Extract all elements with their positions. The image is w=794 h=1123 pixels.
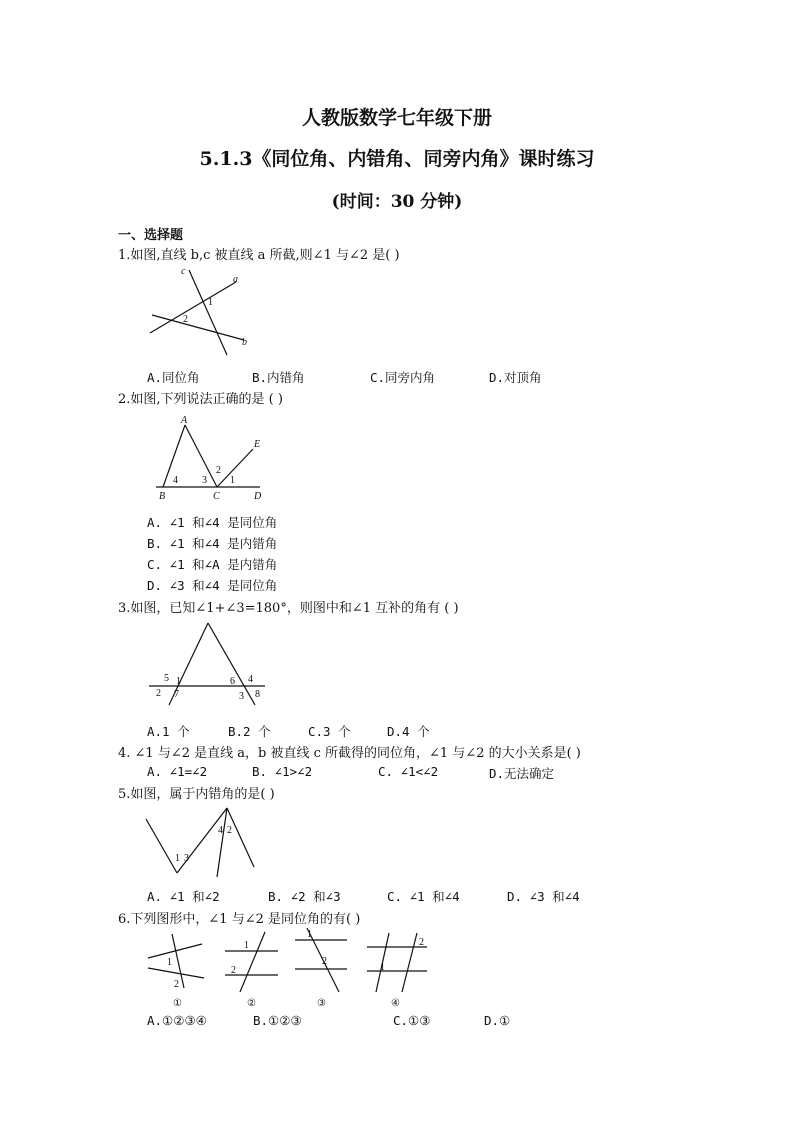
q5-label-3: 3	[184, 853, 189, 864]
q6-fig2-label-2: 2	[231, 965, 236, 976]
question-3-figure	[145, 618, 270, 708]
question-5-option-c[interactable]: C. ∠1 和∠4	[387, 889, 460, 904]
question-6-option-b[interactable]: B.①②③	[253, 1013, 302, 1028]
question-4-option-b[interactable]: B. ∠1>∠2	[252, 764, 313, 779]
question-3-option-b[interactable]: B.2 个	[228, 724, 271, 739]
question-4-option-a[interactable]: A. ∠1=∠2	[147, 764, 208, 779]
question-5-stem: 5.如图，属于内错角的是( )	[118, 787, 275, 802]
q3-label-5: 5	[164, 673, 169, 684]
question-6-stem: 6.下列图形中，∠1 与∠2 是同位角的有( )	[118, 912, 361, 927]
q1-label-c: c	[181, 266, 186, 277]
question-4-option-c[interactable]: C. ∠1<∠2	[378, 764, 439, 779]
question-5-option-d[interactable]: D. ∠3 和∠4	[507, 889, 580, 904]
q1-label-1: 1	[208, 297, 213, 308]
q2-line-ac	[185, 425, 217, 487]
q6-figure-4	[367, 933, 427, 1009]
question-6-figure	[140, 926, 440, 1012]
question-3-stem: 3.如图，已知∠1+∠3=180°，则图中和∠1 互补的角有 ( )	[118, 601, 459, 616]
question-5-option-b[interactable]: B. ∠2 和∠3	[268, 889, 341, 904]
q5-line-1	[146, 819, 177, 873]
question-1-option-d[interactable]: D.对顶角	[489, 370, 542, 385]
q6-fig1-caption: ①	[173, 998, 182, 1009]
question-6-option-c[interactable]: C.①③	[393, 1013, 431, 1028]
question-2-option-b[interactable]: B. ∠1 和∠4 是内错角	[147, 536, 278, 551]
q3-label-7: 7	[174, 689, 179, 700]
q5-label-4: 4	[218, 825, 223, 836]
question-2-figure	[150, 412, 270, 502]
question-1-option-b[interactable]: B.内错角	[252, 370, 305, 385]
question-1-option-a[interactable]: A.同位角	[147, 370, 200, 385]
question-2-option-a[interactable]: A. ∠1 和∠4 是同位角	[147, 515, 278, 530]
q2-label-B: B	[159, 491, 166, 502]
q3-label-4: 4	[248, 674, 253, 685]
q2-label-C: C	[213, 491, 220, 502]
doc-title: 人教版数学七年级下册	[301, 107, 492, 129]
q5-line-4	[227, 808, 254, 867]
question-1-option-c[interactable]: C.同旁内角	[370, 370, 436, 385]
question-2-stem: 2.如图,下列说法正确的是 ( )	[118, 392, 283, 407]
q1-line-c	[189, 270, 227, 355]
question-1-stem: 1.如图,直线 b,c 被直线 a 所截,则∠1 与∠2 是( )	[118, 248, 400, 263]
q1-label-a: a	[233, 274, 238, 285]
section-heading: 一、选择题	[118, 228, 184, 243]
q5-label-2: 2	[227, 825, 232, 836]
q2-label-4: 4	[173, 475, 178, 486]
q1-line-b	[152, 315, 244, 340]
q6-fig1-label-2: 2	[174, 979, 179, 990]
q3-label-1: 1	[176, 676, 181, 687]
q6-figure-2	[225, 932, 278, 1009]
q2-label-1: 1	[230, 475, 235, 486]
q6-fig2-label-1: 1	[244, 940, 249, 951]
q3-label-2: 2	[156, 688, 161, 699]
question-2-option-d[interactable]: D. ∠3 和∠4 是同位角	[147, 578, 278, 593]
q1-label-b: b	[242, 337, 247, 348]
q2-line-ce	[217, 449, 253, 487]
q2-label-A: A	[181, 415, 188, 426]
q6-fig1-label-1: 1	[167, 957, 172, 968]
q6-fig2-caption: ②	[247, 998, 256, 1009]
q3-label-6: 6	[230, 676, 235, 687]
q3-line-right	[208, 623, 255, 705]
q6-fig4-caption: ④	[391, 998, 400, 1009]
q3-label-3: 3	[239, 691, 244, 702]
q6-figure-3	[295, 928, 347, 1009]
question-3-option-c[interactable]: C.3 个	[308, 724, 351, 739]
q3-label-8: 8	[255, 689, 260, 700]
question-5-option-a[interactable]: A. ∠1 和∠2	[147, 889, 220, 904]
q6-fig3-label-2: 2	[322, 956, 327, 967]
q1-line-a	[150, 282, 236, 333]
q6-fig3-label-1: 1	[307, 929, 312, 940]
question-4-stem: 4. ∠1 与∠2 是直线 a，b 被直线 c 所截得的同位角，∠1 与∠2 的大小关系是( )	[118, 746, 581, 761]
q5-label-1: 1	[175, 853, 180, 864]
q6-fig4-label-2: 2	[419, 937, 424, 948]
question-1-figure	[140, 265, 270, 360]
q2-label-2: 2	[216, 465, 221, 476]
doc-subtitle: 5.1.3《同位角、内错角、同旁内角》课时练习	[199, 148, 595, 170]
q6-fig4-label-1: 1	[380, 962, 385, 973]
q2-label-E: E	[254, 439, 261, 450]
question-6-option-d[interactable]: D.①	[484, 1013, 511, 1028]
q6-figure-1	[148, 934, 204, 1009]
q1-label-2: 2	[183, 314, 188, 325]
question-3-option-a[interactable]: A.1 个	[147, 724, 190, 739]
question-6-option-a[interactable]: A.①②③④	[147, 1013, 207, 1028]
question-4-option-d[interactable]: D.无法确定	[489, 766, 555, 781]
q2-label-3: 3	[202, 475, 207, 486]
question-5-figure	[140, 805, 265, 885]
question-3-option-d[interactable]: D.4 个	[387, 724, 430, 739]
doc-time: (时间：30 分钟)	[331, 192, 463, 212]
question-2-option-c[interactable]: C. ∠1 和∠A 是内错角	[147, 557, 278, 572]
q2-label-D: D	[254, 491, 262, 502]
q6-fig3-caption: ③	[317, 998, 326, 1009]
